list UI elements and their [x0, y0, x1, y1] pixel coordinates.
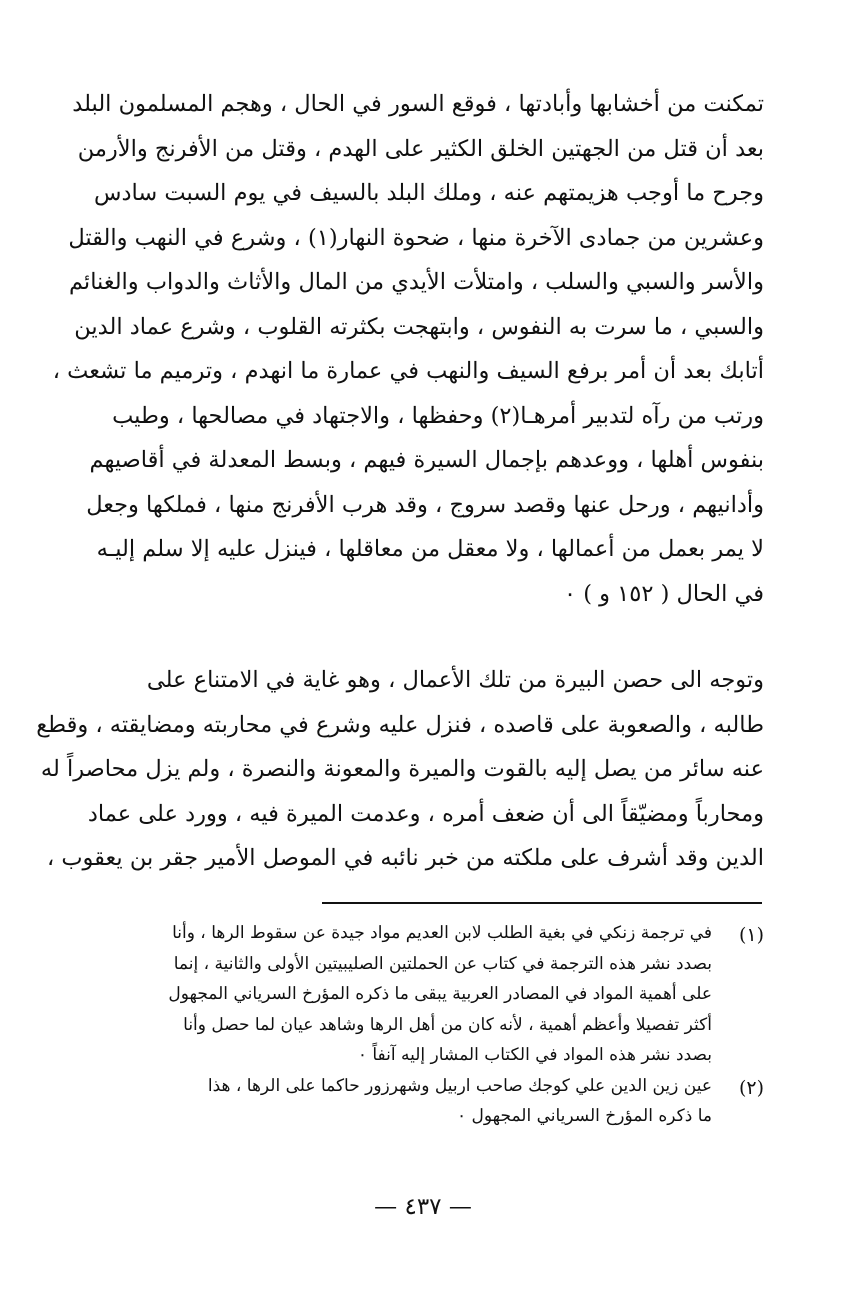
- text-line: وعشرين من جمادى الآخرة منها ، ضحوة النهار(١) ، وشرع في النهب والقتل: [68, 224, 764, 251]
- text-line: الدين وقد أشرف على ملكته من خبر نائبه في الموصل الأمير جقر بن يعقوب ،: [46, 845, 764, 871]
- footnote-separator: [322, 902, 762, 904]
- footnote-line: بصدد نشر هذه المواد في الكتاب المشار إليه آنفاً ٠: [357, 1045, 712, 1065]
- footnote-2: [72, 1071, 764, 1132]
- paragraph-1: [52, 82, 764, 616]
- paragraph-2: [36, 658, 764, 881]
- text-line: وجرح ما أوجب هزيمتهم عنه ، وملك البلد بالسيف في يوم السبت سادس: [94, 180, 764, 206]
- text-line: عنه سائر من يصل إليه بالقوت والميرة والمعونة والنصرة ، ولم يزل محاصراً له: [40, 756, 764, 782]
- footnote-body: [72, 1071, 712, 1132]
- text-line: وأدانيهم ، ورحل عنها وقصد سروج ، وقد هرب الأفرنج منها ، فملكها وجعل: [86, 491, 764, 518]
- main-text: [36, 82, 764, 881]
- footnote-line: أكثر تفصيلا وأعظم أهمية ، لأنه كان من أهل الرها وشاهد عيان لما حصل وأنا: [183, 1014, 712, 1035]
- paragraph-gap: [72, 616, 764, 658]
- footnote-line: بصدد نشر هذه الترجمة في كتاب عن الحملتين الصليبيتين الأولى والثانية ، إنما: [173, 953, 712, 974]
- footnote-line: على أهمية المواد في المصادر العربية يبقى ما ذكره المؤرخ السرياني المجهول: [168, 984, 712, 1004]
- text-line: بنفوس أهلها ، ووعدهم بإجمال السيرة فيهم ، وبسط المعدلة في أقاصيهم: [89, 447, 764, 473]
- text-line: ومحارباً ومضيّقاً الى أن ضعف أمره ، وعدمت الميرة فيه ، وورد على عماد: [87, 800, 764, 827]
- text-line: والأسر والسبي والسلب ، وامتلأت الأيدي من المال والأثاث والدواب والغنائم: [68, 269, 764, 295]
- footnote-number: (٢): [738, 1076, 764, 1099]
- text-line: ورتب من رآه لتدبير أمرهـا(٢) وحفظها ، والاجتهاد في مصالحها ، وطيب: [112, 402, 764, 429]
- page-number: — ٤٣٧ —: [374, 1194, 472, 1220]
- text-line: تمكنت من أخشابها وأبادتها ، فوقع السور في الحال ، وهجم المسلمون البلد: [72, 91, 764, 117]
- text-line: أتابك بعد أن أمر برفع السيف والنهب في عمارة ما انهدم ، وترميم ما تشعث ،: [52, 358, 764, 384]
- text-line: بعد أن قتل من الجهتين الخلق الكثير على الهدم ، وقتل من الأفرنج والأرمن: [77, 135, 764, 162]
- footnote-line: في ترجمة زنكي في بغية الطلب لابن العديم مواد جيدة عن سقوط الرها ، وأنا: [172, 923, 712, 943]
- text-line: في الحال ( ١٥٢ و ) ٠: [563, 580, 764, 607]
- footnote-body: [72, 918, 712, 1071]
- footnotes: [72, 918, 764, 1132]
- text-line: طالبه ، والصعوبة على قاصده ، فنزل عليه وشرع في محاربته ومضايقته ، وقطع: [36, 711, 764, 738]
- footnote-number: (١): [738, 924, 764, 946]
- footnote-line: عين زين الدين علي كوجك صاحب اربيل وشهرزور حاكما على الرها ، هذا: [207, 1075, 712, 1096]
- footnote-1: [72, 918, 764, 1071]
- text-line: والسبي ، ما سرت به النفوس ، وابتهجت بكثرته القلوب ، وشرع عماد الدين: [74, 313, 764, 340]
- text-line: لا يمر بعمل من أعمالها ، ولا معقل من معاقلها ، فينزل عليه إلا سلم إليـه: [96, 536, 764, 562]
- footnote-line: ما ذكره المؤرخ السرياني المجهول ٠: [456, 1106, 712, 1126]
- text-line: وتوجه الى حصن البيرة من تلك الأعمال ، وهو غاية في الامتناع على: [146, 667, 764, 693]
